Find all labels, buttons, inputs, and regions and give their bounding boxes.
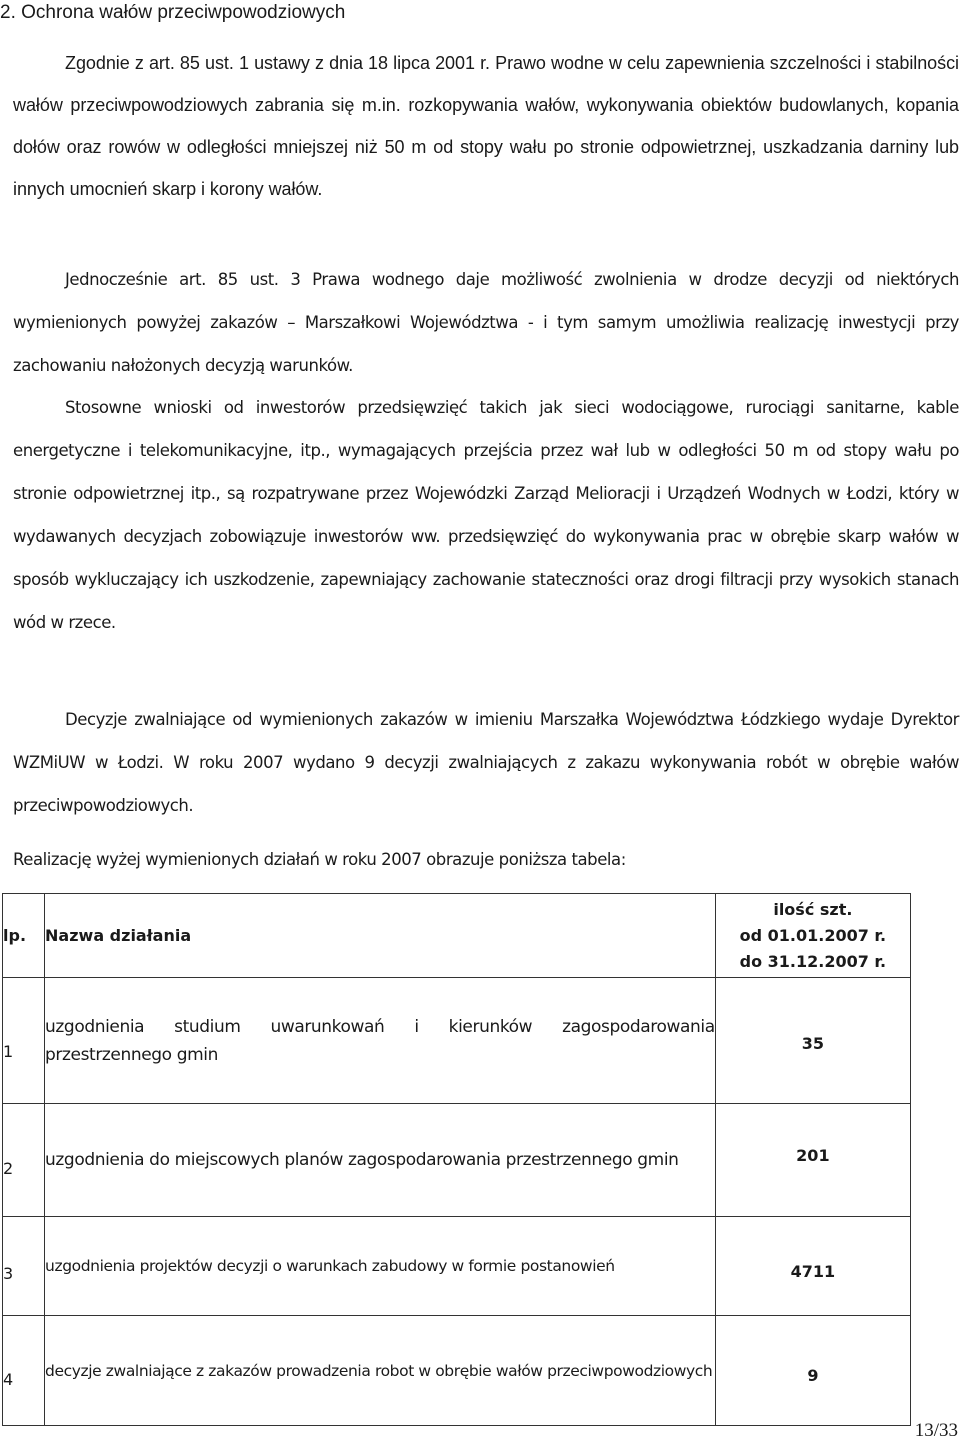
paragraph-exemption-decisions: Jednocześnie art. 85 ust. 3 Prawa wodnego daje możliwość zwolnienia w drodze decyzji od niektórych wymienionych powyżej zakazów – Marszałkowi Województwa - i tym samym umożliwia realizację inwestycji przy zachowaniu nałożonych decyzją warunków.	[13, 270, 959, 375]
header-action-name: Nazwa działania	[45, 894, 716, 978]
table-row	[3, 1217, 911, 1316]
row-quantity: 4711	[715, 1217, 910, 1316]
header-lp: lp.	[3, 894, 45, 978]
row-number: 4	[3, 1316, 45, 1426]
row-quantity: 201	[715, 1104, 910, 1217]
paragraph-investor-applications: Stosowne wnioski od inwestorów przedsięwzięć takich jak sieci wodociągowe, rurociągi sanitarne, kable energetyczne i telekomunikacyjne, itp., wymagających przejścia przez wał lub w odległości 50 m od stopy wału po stronie odpowietrznej itp., są rozpatrywane przez Wojewódzki Zarząd Melioracji i Urządzeń Wodnych w Łodzi, który w wydawanych decyzjach zobowiązuje inwestorów ww. przedsięwzięć do wykonywania prac w obrębie skarp wałów w sposób wykluczający ich uszkodzenie, zapewniający zachowanie stateczności oraz drogi filtracji przy wysokich stanach wód w rzece.	[13, 398, 959, 632]
actions-table	[2, 893, 911, 1426]
row-quantity: 9	[715, 1316, 910, 1426]
table-header-row	[3, 894, 911, 978]
table-row	[3, 1104, 911, 1217]
header-quantity	[715, 894, 910, 978]
row-action-name: uzgodnienia do miejscowych planów zagospodarowania przestrzennego gmin	[45, 1104, 716, 1217]
row-number: 2	[3, 1104, 45, 1217]
header-quantity-line2: od 01.01.2007 r.	[739, 925, 887, 945]
row-action-name: uzgodnienia studium uwarunkowań i kierunków zagospodarowania przestrzennego gmin	[45, 978, 716, 1104]
table-row	[3, 1316, 911, 1426]
paragraph-flood-embankment-prohibitions: Zgodnie z art. 85 ust. 1 ustawy z dnia 18 lipca 2001 r. Prawo wodne w celu zapewnienia szczelności i stabilności wałów przeciwpowodziowych zabrania się m.in. rozkopywania wałów, wykonywania obiektów budowlanych, kopania dołów oraz rowów w odległości mniejszej niż 50 m od stopy wału po stronie odpowietrznej, uszkadzania darniny lub innych umocnień skarp i korony wałów.	[13, 53, 959, 199]
header-quantity-line1: ilość szt.	[773, 899, 853, 919]
table-row	[3, 978, 911, 1104]
row-action-name: decyzje zwalniające z zakazów prowadzenia robot w obrębie wałów przeciwpowodziowych	[45, 1316, 716, 1426]
row-number: 3	[3, 1217, 45, 1316]
row-action-name: uzgodnienia projektów decyzji o warunkach zabudowy w formie postanowień	[45, 1217, 716, 1316]
row-quantity: 35	[715, 978, 910, 1104]
paragraph-table-intro: Realizację wyżej wymienionych działań w roku 2007 obrazuje poniższa tabela:	[13, 850, 626, 869]
row-number: 1	[3, 978, 45, 1104]
page-number: 13/33	[914, 1420, 958, 1441]
header-quantity-line3: do 31.12.2007 r.	[739, 951, 887, 971]
section-heading: 2. Ochrona wałów przeciwpowodziowych	[0, 2, 346, 23]
paragraph-decisions-2007: Decyzje zwalniające od wymienionych zakazów w imieniu Marszałka Województwa Łódzkiego wydaje Dyrektor WZMiUW w Łodzi. W roku 2007 wydano 9 decyzji zwalniających z zakazu wykonywania robót w obrębie wałów przeciwpowodziowych.	[13, 710, 959, 815]
